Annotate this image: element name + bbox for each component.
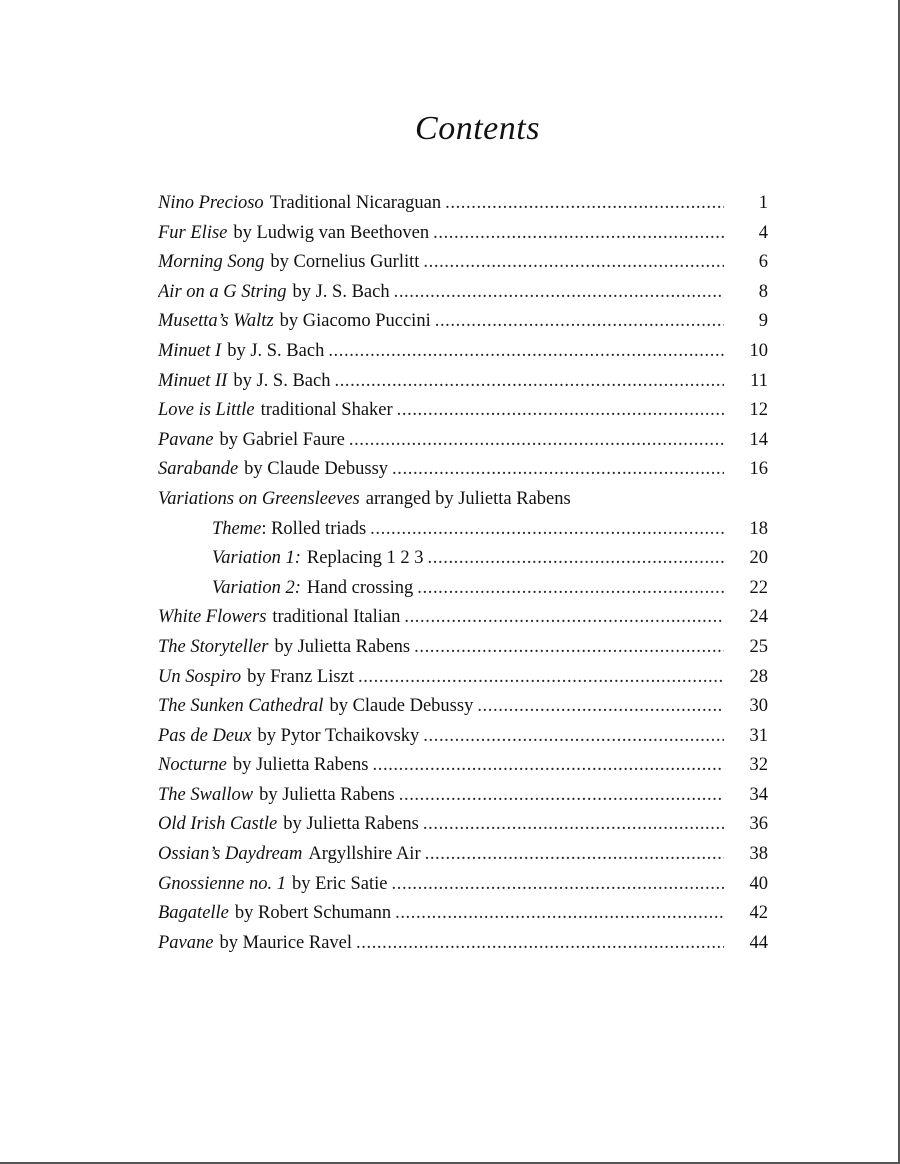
piece-title: Fur Elise xyxy=(158,222,228,243)
toc-row-nocturne xyxy=(158,751,768,781)
page-number: 16 xyxy=(749,459,768,480)
piece-title: Variation 1: xyxy=(212,548,301,569)
piece-title: The Storyteller xyxy=(158,636,269,657)
dot-leader xyxy=(366,515,724,545)
page-number: 42 xyxy=(749,903,768,924)
piece-title: Air on a G String xyxy=(158,281,287,302)
toc-row-minuet-i xyxy=(158,337,768,367)
piece-title: Minuet II xyxy=(158,370,228,391)
page-number: 8 xyxy=(758,281,768,302)
piece-title: Gnossienne no. 1 xyxy=(158,873,286,894)
piece-title: Bagatelle xyxy=(158,903,229,924)
piece-credit: Replacing 1 2 3 xyxy=(306,548,424,569)
page-number: 34 xyxy=(749,784,768,805)
piece-credit: arranged by Julietta Rabens xyxy=(365,488,571,509)
piece-credit: by Maurice Ravel xyxy=(219,932,353,953)
page-number: 14 xyxy=(749,429,768,450)
toc-row-minuet-ii xyxy=(158,367,768,397)
dot-leader xyxy=(391,899,724,929)
dot-leader xyxy=(388,870,724,900)
piece-title: The Swallow xyxy=(158,784,254,805)
page-number: 24 xyxy=(749,607,768,628)
piece-credit: by Franz Liszt xyxy=(247,666,354,687)
piece-title: Variations on Greensleeves xyxy=(158,488,360,509)
piece-title: Nino Precioso xyxy=(158,193,264,213)
dot-leader xyxy=(330,367,724,397)
piece-credit: by Eric Satie xyxy=(291,873,388,894)
toc-row-pavane-faure xyxy=(158,426,768,456)
page-title: Contents xyxy=(415,110,540,147)
page-number: 1 xyxy=(758,193,768,213)
piece-credit: by J. S. Bach xyxy=(292,281,390,302)
piece-title: Love is Little xyxy=(158,400,255,421)
piece-credit: traditional Italian xyxy=(272,607,401,628)
page-number: 9 xyxy=(758,311,768,332)
piece-credit: by Giacomo Puccini xyxy=(279,311,431,332)
page-number: 22 xyxy=(749,577,768,598)
toc-row-morning-song xyxy=(158,248,768,278)
page-number: 20 xyxy=(749,548,768,569)
piece-title: Pavane xyxy=(158,932,214,953)
piece-title: The Sunken Cathedral xyxy=(158,696,324,717)
piece-title: Pas de Deux xyxy=(158,725,252,746)
dot-leader xyxy=(421,840,724,870)
page-number: 11 xyxy=(750,370,768,391)
page-number: 10 xyxy=(749,340,768,361)
piece-credit: by Ludwig van Beethoven xyxy=(233,222,430,243)
toc-row-air-on-a-g-string xyxy=(158,278,768,308)
page-number: 4 xyxy=(758,222,768,243)
toc-row-pas-de-deux xyxy=(158,722,768,752)
piece-credit: : Rolled triads xyxy=(261,518,367,539)
piece-credit: by Claude Debussy xyxy=(244,459,389,480)
dot-leader xyxy=(413,574,724,604)
dot-leader xyxy=(424,544,724,574)
dot-leader xyxy=(388,455,724,485)
piece-credit: by Julietta Rabens xyxy=(283,814,419,835)
page-number: 38 xyxy=(749,844,768,865)
page-number: 6 xyxy=(758,252,768,273)
dot-leader xyxy=(400,603,724,633)
piece-credit: by Julietta Rabens xyxy=(274,636,411,657)
piece-credit: Traditional Nicaraguan xyxy=(269,193,442,213)
piece-title: White Flowers xyxy=(158,607,267,628)
piece-credit: by Cornelius Gurlitt xyxy=(270,252,420,273)
toc-row-un-sospiro xyxy=(158,663,768,693)
page-number: 18 xyxy=(749,518,768,539)
page-number: 36 xyxy=(749,814,768,835)
dot-leader xyxy=(473,692,724,722)
dot-leader xyxy=(352,929,724,959)
piece-credit: by Claude Debussy xyxy=(329,696,474,717)
dot-leader xyxy=(410,633,724,663)
piece-credit: by Julietta Rabens xyxy=(259,784,395,805)
piece-title: Morning Song xyxy=(158,252,265,273)
dot-leader xyxy=(345,426,724,456)
page-number: 31 xyxy=(749,725,768,746)
table-of-contents xyxy=(158,189,768,958)
dot-leader xyxy=(441,189,724,219)
toc-row-theme xyxy=(158,515,768,545)
toc-row-pavane-ravel xyxy=(158,929,768,959)
dot-leader xyxy=(390,278,724,308)
piece-title: Variation 2: xyxy=(212,577,301,598)
page-number: 30 xyxy=(749,696,768,717)
dot-leader xyxy=(431,307,724,337)
piece-title: Musetta’s Waltz xyxy=(158,311,274,332)
toc-row-fur-elise xyxy=(158,219,768,249)
page-number: 32 xyxy=(749,755,768,776)
toc-row-sarabande xyxy=(158,455,768,485)
toc-row-ossians-daydream xyxy=(158,840,768,870)
piece-title: Pavane xyxy=(158,429,214,450)
piece-title: Old Irish Castle xyxy=(158,814,278,835)
toc-row-bagatelle xyxy=(158,899,768,929)
page-number: 44 xyxy=(749,932,768,953)
dot-leader xyxy=(393,396,724,426)
toc-row-old-irish-castle xyxy=(158,810,768,840)
dot-leader xyxy=(369,751,724,781)
page-number: 28 xyxy=(749,666,768,687)
piece-title: Minuet I xyxy=(158,340,222,361)
page-number: 25 xyxy=(749,636,768,657)
piece-credit: Hand crossing xyxy=(306,577,414,598)
toc-row-variation-1 xyxy=(158,544,768,574)
dot-leader xyxy=(395,781,724,811)
toc-row-musettas-waltz xyxy=(158,307,768,337)
piece-credit: by Pytor Tchaikovsky xyxy=(257,725,420,746)
piece-title: Un Sospiro xyxy=(158,666,242,687)
piece-credit: by Gabriel Faure xyxy=(219,429,345,450)
toc-row-the-storyteller xyxy=(158,633,768,663)
toc-row-variation-2 xyxy=(158,574,768,604)
toc-row-the-sunken-cathedral xyxy=(158,692,768,722)
dot-leader xyxy=(419,248,724,278)
piece-credit: by Julietta Rabens xyxy=(232,755,369,776)
page-number: 12 xyxy=(749,400,768,421)
piece-credit: by Robert Schumann xyxy=(234,903,392,924)
dot-leader xyxy=(429,219,724,249)
toc-row-gnossienne xyxy=(158,870,768,900)
page-number: 40 xyxy=(749,873,768,894)
toc-row-white-flowers xyxy=(158,603,768,633)
toc-row-nino-precioso xyxy=(158,189,768,219)
toc-row-love-is-little xyxy=(158,396,768,426)
toc-row-variations-on-greensleeves xyxy=(158,485,768,515)
piece-title: Theme xyxy=(212,518,262,539)
dot-leader xyxy=(354,663,724,693)
piece-credit: traditional Shaker xyxy=(260,400,393,421)
piece-credit: by J. S. Bach xyxy=(227,340,325,361)
dot-leader xyxy=(419,810,724,840)
piece-title: Nocturne xyxy=(158,755,227,776)
dot-leader xyxy=(419,722,724,752)
piece-title: Sarabande xyxy=(158,459,239,480)
piece-title: Ossian’s Daydream xyxy=(158,844,303,865)
dot-leader xyxy=(324,337,724,367)
piece-credit: Argyllshire Air xyxy=(308,844,421,865)
toc-row-the-swallow xyxy=(158,781,768,811)
piece-credit: by J. S. Bach xyxy=(233,370,331,391)
